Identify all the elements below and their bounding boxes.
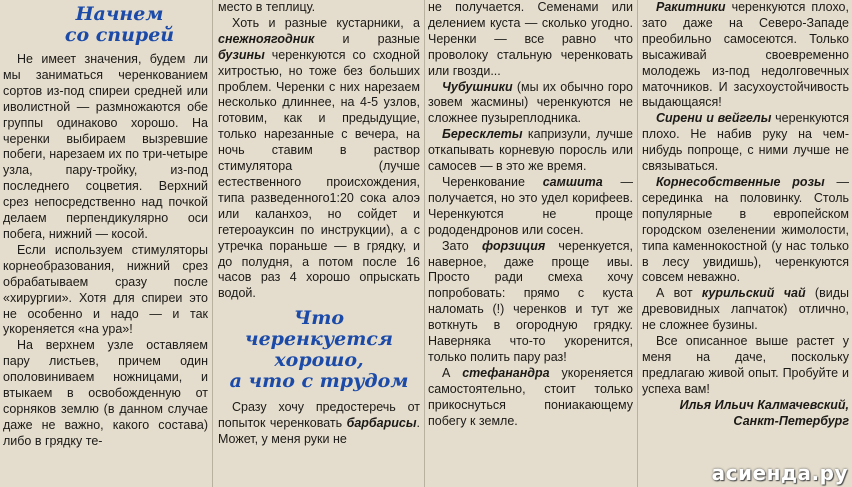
paragraph: Если используем стимуляторы корнеобразования, нижний срез обрабатываем сразу после «хирургии». Хотя для спиреи это не особенно и надо — и так укореняется «на ура»!	[3, 242, 208, 337]
paragraph: не получается. Семенами или делением куста — сколько угодно. Черенки — все равно что проволоку стальную черенковать или гвозди...	[428, 0, 633, 78]
plant-name: самшита	[542, 174, 603, 189]
column-3	[428, 0, 633, 487]
paragraph	[642, 175, 849, 286]
plant-name: курильский чай	[701, 286, 806, 301]
site-watermark: асиенда.ру	[711, 461, 848, 485]
heading-what-roots-well	[218, 308, 420, 392]
paragraph	[642, 111, 849, 175]
text: капризули, лучше откапывать корневую поросль или самосев — в это же время.	[428, 127, 633, 174]
paragraph	[428, 366, 633, 430]
column-divider	[637, 0, 638, 487]
paragraph	[428, 239, 633, 366]
text: Черенкование	[442, 174, 543, 189]
text: — серединка на половинку. Столь популярные в европейском городском озеленении жимолости, типа каменнокостной (у нас только в лесу увидишь), черенкуются совсем неважно.	[642, 174, 849, 285]
plant-name: Сирени и вейгелы	[656, 111, 772, 126]
plant-name: Корнесобственные розы	[656, 174, 825, 189]
paragraph: Не имеет значения, будем ли мы заниматься черенкованием сортов из-под спиреи средней или иволистной — размножаются обе группы одинаково хорошо. На черенки выбираем вызревшие побеги, нарезаем их по три-четыре узла, пару-тройку, из-под последнего соцветия. Верхний срез непосредственно над почкой делаем перпендикулярно оси побега, нижний — косой.	[3, 52, 208, 241]
text: Хоть и разные кустарники, а	[232, 15, 420, 30]
heading-line: черенкуется	[244, 328, 393, 351]
text: черенкуется, наверное, даже проще ивы. Просто ради смеха хочу попробовать: прямо с куста наломать (!) черенков и тут же воткнуть в огородную грядку. Наверняка что-то укоренится, только полить пару раз!	[428, 238, 633, 364]
paragraph	[642, 286, 849, 334]
text: черенкуются плохо, зато даже на Северо-Западе преобильно самосеются. Только высаживай своевременно молодежь из-под недолговечных маточников. И засухоустойчивость выдающаяся!	[642, 0, 849, 110]
heading-start-with-spirea	[31, 4, 208, 46]
text: и разные	[314, 31, 420, 46]
text: укореняется самостоятельно, стоит только прикоснуться пониакающему побегу к земле.	[428, 365, 633, 428]
column-4	[642, 0, 849, 487]
paragraph	[218, 16, 420, 302]
heading-line: со спирей	[64, 24, 175, 46]
column-divider	[212, 0, 213, 487]
heading-line: Что	[293, 307, 345, 330]
heading-line: Начнем	[75, 3, 164, 25]
text: черенкуются плохо. Не набив руку на чем-нибудь попроще, с ними лучше не связываться.	[642, 111, 849, 174]
text: Сразу хочу предостеречь от попыток черенковать	[218, 400, 420, 431]
plant-name: стефанандра	[462, 365, 550, 380]
text: Зато	[442, 238, 482, 253]
paragraph: место в теплицу.	[218, 0, 316, 14]
plant-name: бузины	[218, 47, 265, 62]
paragraph: Все описанное выше растет у меня на даче, поскольку предлагаю живой опыт. Пробуйте и успеха вам!	[642, 334, 849, 396]
text: А	[442, 365, 463, 380]
heading-line: а что с трудом	[229, 370, 409, 393]
text: . Может, у меня руки не	[218, 416, 420, 447]
text: — получается, но это удел корифеев. Черенкуются не проще рододендронов или сосен.	[428, 174, 633, 237]
paragraph	[428, 127, 633, 175]
plant-name: барбарисы	[346, 416, 417, 431]
text: (виды древовидных лапчаток) отлично, не сложнее бузины.	[642, 286, 849, 333]
column-2	[218, 0, 420, 487]
plant-name: Чубушники	[442, 79, 513, 94]
column-1	[3, 0, 208, 487]
paragraph	[428, 175, 633, 239]
paragraph	[642, 0, 849, 111]
plant-name: форзиция	[481, 238, 546, 253]
column-divider	[424, 0, 425, 487]
paragraph: На верхнем узле оставляем пару листьев, причем один ополовиниваем ножницами, и втыкаем в освобожденную от сорняков землю (в данном случае даже не важно, какого состава) либо в грядку те-	[3, 338, 208, 448]
plant-name: Бересклеты	[442, 127, 523, 142]
heading-line: хорошо,	[274, 349, 364, 372]
plant-name: Ракитники	[656, 0, 726, 14]
text: черенкуются со сходной хитростью, но тоже без больших проблем. Черенки с них нарезаем несколько длиннее, на 4-5 узлов, готовим, как и предыдущие, только нарезанные с вечера, на ночь ставим в раствор стимулятора (лучше естественного происхождения, типа разведенного1:20 сока алоэ или каланхоэ, но сойдет и гетероауксин по инструкции), а с утречка пораньше — в грядку, и до полудня, а потом после 16 часов раз 4 хорошо опрыскать водой.	[218, 47, 420, 301]
text: А вот	[656, 286, 702, 301]
paragraph	[218, 400, 420, 448]
paragraph	[428, 80, 633, 128]
author-signature: Илья Ильич Калмачевский, Санкт-Петербург	[679, 397, 849, 428]
plant-name: снежноягодник	[218, 31, 315, 46]
text: (мы их обычно горо зовем жасмины) черенкуются не сложнее пузыреплодника.	[428, 79, 633, 126]
